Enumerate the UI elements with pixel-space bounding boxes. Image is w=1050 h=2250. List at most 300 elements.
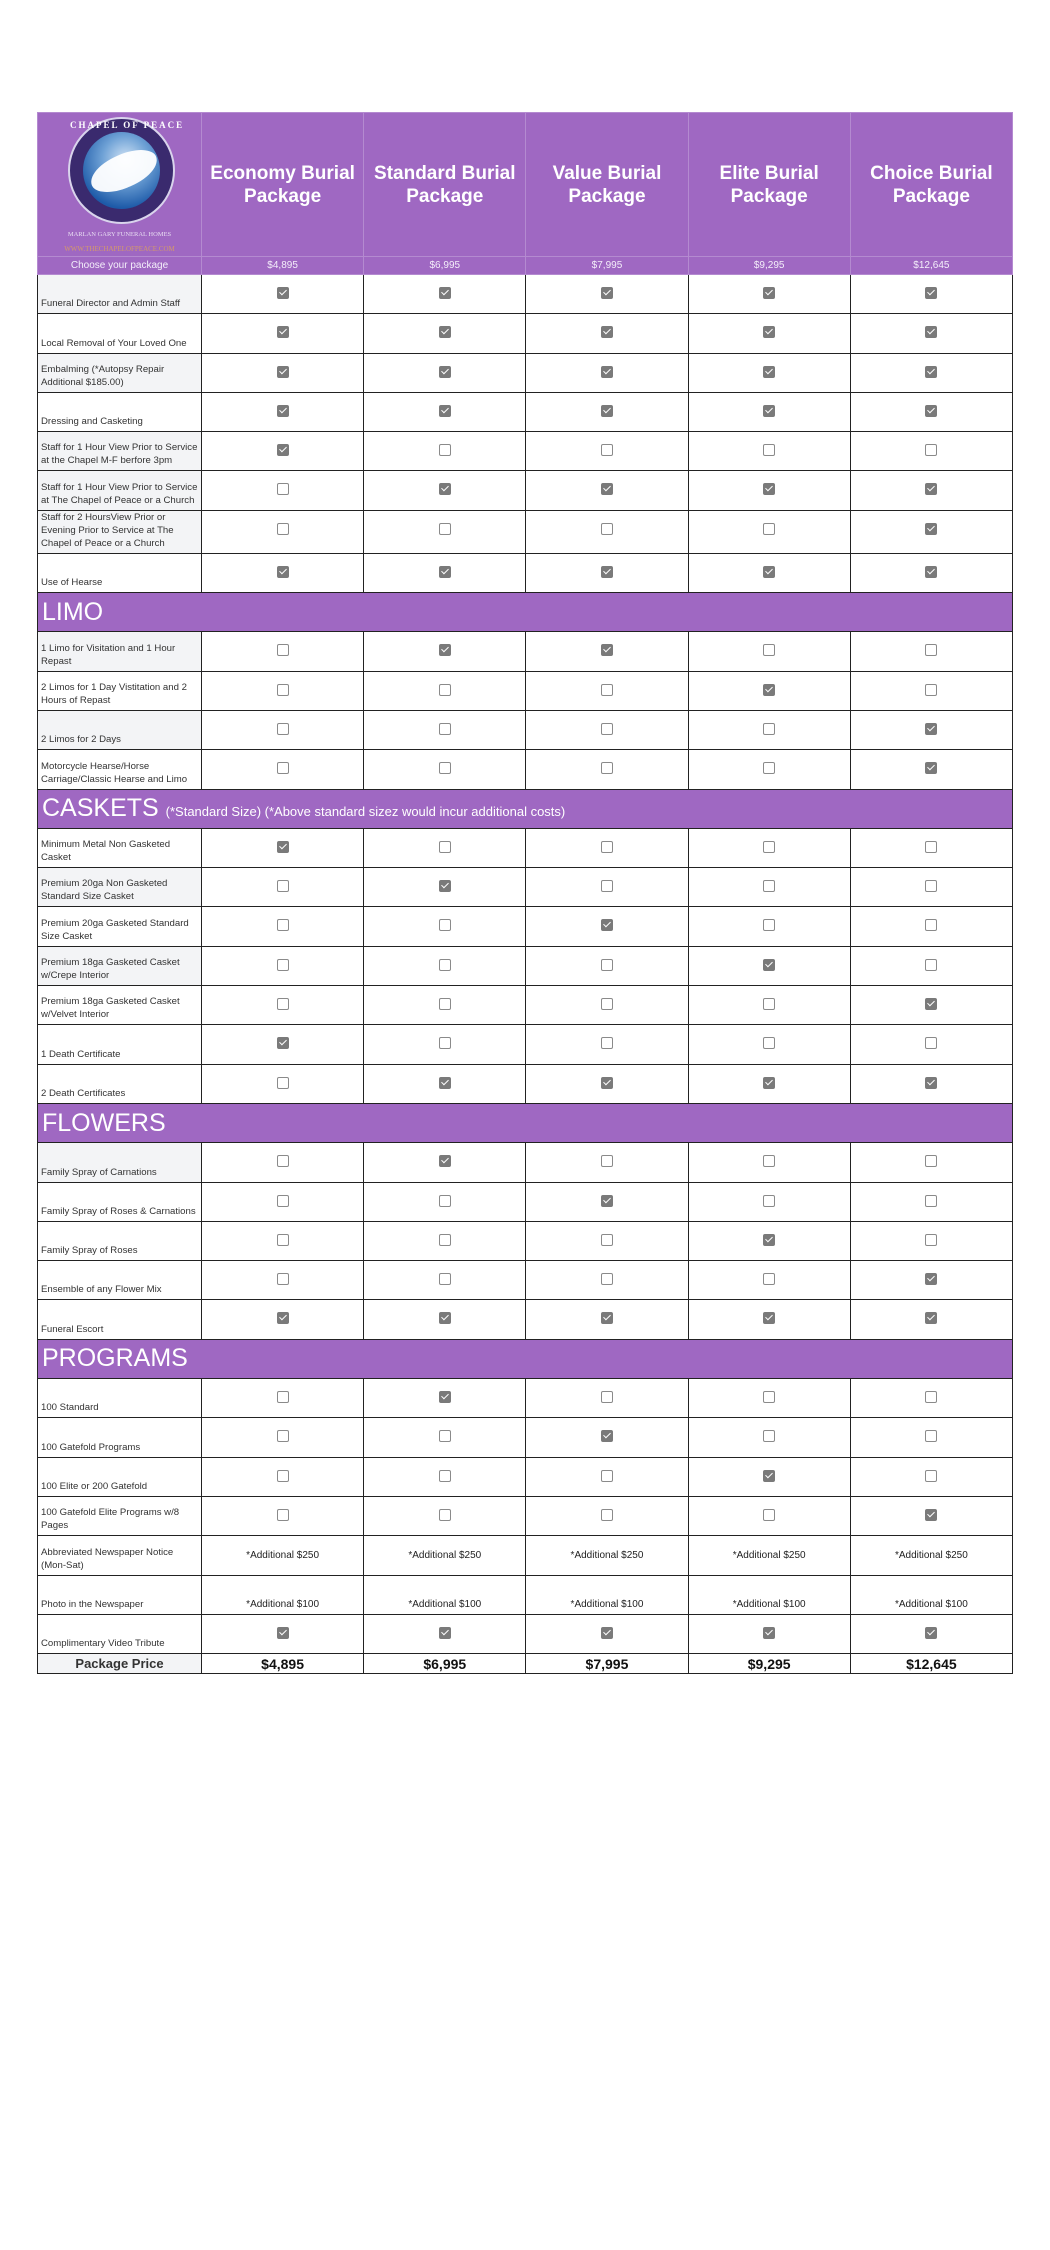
check-cell: [364, 1221, 526, 1260]
checkbox-unchecked-icon[interactable]: [439, 998, 451, 1010]
check-cell: [688, 986, 850, 1025]
checkbox-checked-icon[interactable]: [925, 1312, 937, 1324]
row-label: Minimum Metal Non Gasketed Casket: [38, 828, 202, 867]
table-row: [38, 1221, 1013, 1260]
checkbox-unchecked-icon[interactable]: [925, 1155, 937, 1167]
check-cell: [364, 1182, 526, 1221]
checkbox-checked-icon[interactable]: [925, 326, 937, 338]
checkbox-unchecked-icon[interactable]: [439, 1195, 451, 1207]
check-cell: [202, 828, 364, 867]
section-header: [38, 1339, 1013, 1378]
checkbox-checked-icon[interactable]: [601, 1312, 613, 1324]
package-price-2: $7,995: [526, 257, 688, 275]
checkbox-checked-icon[interactable]: [925, 1627, 937, 1639]
checkbox-checked-icon[interactable]: [439, 1312, 451, 1324]
checkbox-checked-icon[interactable]: [925, 1077, 937, 1089]
website-url: WWW.THECHAPELOFPEACE.COM: [64, 245, 175, 253]
check-cell: [526, 828, 688, 867]
check-cell: [850, 510, 1012, 553]
checkbox-unchecked-icon[interactable]: [439, 1509, 451, 1521]
row-label: 1 Limo for Visitation and 1 Hour Repast: [38, 632, 202, 671]
firm-name: MARLAN GARY FUNERAL HOMES: [67, 231, 172, 238]
check-cell: [850, 1025, 1012, 1064]
checkbox-unchecked-icon[interactable]: [763, 644, 775, 656]
checkbox-unchecked-icon[interactable]: [439, 1430, 451, 1442]
check-cell: [688, 1496, 850, 1535]
checkbox-unchecked-icon[interactable]: [439, 523, 451, 535]
checkbox-unchecked-icon[interactable]: [601, 762, 613, 774]
check-cell: [526, 632, 688, 671]
checkbox-checked-icon[interactable]: [763, 287, 775, 299]
checkbox-checked-icon[interactable]: [277, 841, 289, 853]
check-cell: [202, 1496, 364, 1535]
check-cell: [364, 275, 526, 314]
addon-price: *Additional $100: [364, 1575, 526, 1614]
logo-ring-text: CHAPEL OF PEACE: [70, 120, 185, 130]
addon-price: *Additional $250: [202, 1536, 364, 1575]
checkbox-unchecked-icon[interactable]: [763, 1391, 775, 1403]
checkbox-checked-icon[interactable]: [277, 326, 289, 338]
checkbox-checked-icon[interactable]: [763, 366, 775, 378]
checkbox-unchecked-icon[interactable]: [277, 644, 289, 656]
checkbox-checked-icon[interactable]: [601, 287, 613, 299]
checkbox-unchecked-icon[interactable]: [439, 959, 451, 971]
package-total-2: $7,995: [526, 1654, 688, 1674]
row-label: Family Spray of Roses: [38, 1221, 202, 1260]
check-cell: [364, 1025, 526, 1064]
row-label: 100 Standard: [38, 1379, 202, 1418]
checkbox-checked-icon[interactable]: [439, 880, 451, 892]
checkbox-checked-icon[interactable]: [277, 1627, 289, 1639]
checkbox-checked-icon[interactable]: [763, 684, 775, 696]
row-label: 100 Gatefold Programs: [38, 1418, 202, 1457]
checkbox-checked-icon[interactable]: [601, 566, 613, 578]
checkbox-unchecked-icon[interactable]: [277, 1430, 289, 1442]
check-cell: [202, 986, 364, 1025]
row-label: Embalming (*Autopsy Repair Additional $185.00): [38, 353, 202, 392]
addon-price: *Additional $250: [850, 1536, 1012, 1575]
addon-price: *Additional $250: [526, 1536, 688, 1575]
check-cell: [364, 828, 526, 867]
checkbox-unchecked-icon[interactable]: [277, 1195, 289, 1207]
check-cell: [688, 510, 850, 553]
check-cell: [850, 314, 1012, 353]
checkbox-checked-icon[interactable]: [439, 1391, 451, 1403]
checkbox-checked-icon[interactable]: [763, 483, 775, 495]
row-label: 100 Gatefold Elite Programs w/8 Pages: [38, 1496, 202, 1535]
check-cell: [364, 432, 526, 471]
check-cell: [850, 432, 1012, 471]
checkbox-checked-icon[interactable]: [601, 326, 613, 338]
check-cell: [850, 1143, 1012, 1182]
checkbox-checked-icon[interactable]: [277, 366, 289, 378]
checkbox-unchecked-icon[interactable]: [439, 841, 451, 853]
checkbox-unchecked-icon[interactable]: [601, 523, 613, 535]
checkbox-unchecked-icon[interactable]: [763, 723, 775, 735]
checkbox-unchecked-icon[interactable]: [277, 483, 289, 495]
checkbox-unchecked-icon[interactable]: [277, 919, 289, 931]
checkbox-checked-icon[interactable]: [763, 326, 775, 338]
check-cell: [688, 1143, 850, 1182]
row-label: Premium 18ga Gasketed Casket w/Velvet Interior: [38, 986, 202, 1025]
checkbox-checked-icon[interactable]: [277, 444, 289, 456]
check-cell: [202, 1379, 364, 1418]
table-row: [38, 1143, 1013, 1182]
check-cell: [364, 750, 526, 789]
checkbox-checked-icon[interactable]: [601, 1195, 613, 1207]
addon-price: *Additional $100: [202, 1575, 364, 1614]
checkbox-checked-icon[interactable]: [925, 366, 937, 378]
row-label: Funeral Escort: [38, 1300, 202, 1339]
checkbox-unchecked-icon[interactable]: [439, 762, 451, 774]
checkbox-unchecked-icon[interactable]: [277, 1273, 289, 1285]
package-comparison-table: [37, 112, 1013, 1674]
row-label: Family Spray of Roses & Carnations: [38, 1182, 202, 1221]
checkbox-unchecked-icon[interactable]: [277, 880, 289, 892]
addon-price: *Additional $100: [688, 1575, 850, 1614]
check-cell: [364, 1143, 526, 1182]
checkbox-unchecked-icon[interactable]: [763, 880, 775, 892]
row-label: Motorcycle Hearse/Horse Carriage/Classic Hearse and Limo: [38, 750, 202, 789]
check-cell: [526, 392, 688, 431]
table-row: [38, 907, 1013, 946]
section-title: LIMO: [42, 597, 104, 626]
checkbox-unchecked-icon[interactable]: [277, 684, 289, 696]
checkbox-unchecked-icon[interactable]: [439, 723, 451, 735]
checkbox-unchecked-icon[interactable]: [925, 841, 937, 853]
section-title: PROGRAMS: [42, 1344, 188, 1373]
checkbox-unchecked-icon[interactable]: [763, 919, 775, 931]
check-cell: [688, 1418, 850, 1457]
checkbox-unchecked-icon[interactable]: [925, 1430, 937, 1442]
checkbox-unchecked-icon[interactable]: [763, 998, 775, 1010]
check-cell: [850, 1614, 1012, 1653]
checkbox-unchecked-icon[interactable]: [763, 1195, 775, 1207]
checkbox-unchecked-icon[interactable]: [601, 444, 613, 456]
check-cell: [202, 275, 364, 314]
check-cell: [364, 946, 526, 985]
section-title-cell: [38, 1103, 1013, 1142]
checkbox-unchecked-icon[interactable]: [439, 1273, 451, 1285]
check-cell: [202, 432, 364, 471]
check-cell: [202, 671, 364, 710]
check-cell: [526, 1261, 688, 1300]
row-label: 2 Limos for 2 Days: [38, 710, 202, 749]
check-cell: [850, 1182, 1012, 1221]
check-cell: [688, 907, 850, 946]
checkbox-checked-icon[interactable]: [601, 1430, 613, 1442]
table-row: [38, 710, 1013, 749]
check-cell: [850, 710, 1012, 749]
checkbox-unchecked-icon[interactable]: [925, 959, 937, 971]
checkbox-checked-icon[interactable]: [439, 287, 451, 299]
check-cell: [850, 1221, 1012, 1260]
package-header-1: Standard Burial Package: [364, 113, 526, 257]
check-cell: [364, 632, 526, 671]
checkbox-checked-icon[interactable]: [277, 287, 289, 299]
check-cell: [364, 471, 526, 510]
checkbox-unchecked-icon[interactable]: [277, 723, 289, 735]
check-cell: [526, 1064, 688, 1103]
checkbox-checked-icon[interactable]: [763, 1234, 775, 1246]
check-cell: [202, 553, 364, 592]
check-cell: [364, 353, 526, 392]
table-row: [38, 1379, 1013, 1418]
table-row: [38, 1300, 1013, 1339]
checkbox-checked-icon[interactable]: [925, 405, 937, 417]
check-cell: [202, 471, 364, 510]
checkbox-unchecked-icon[interactable]: [601, 1391, 613, 1403]
checkbox-checked-icon[interactable]: [277, 1312, 289, 1324]
checkbox-unchecked-icon[interactable]: [601, 1155, 613, 1167]
logo-inner-circle: [83, 132, 160, 209]
section-title: CASKETS: [42, 794, 159, 823]
table-row: [38, 471, 1013, 510]
checkbox-unchecked-icon[interactable]: [925, 644, 937, 656]
section-header: [38, 1103, 1013, 1142]
package-total-1: $6,995: [364, 1654, 526, 1674]
checkbox-checked-icon[interactable]: [439, 483, 451, 495]
checkbox-checked-icon[interactable]: [277, 1037, 289, 1049]
check-cell: [202, 750, 364, 789]
checkbox-unchecked-icon[interactable]: [763, 1430, 775, 1442]
checkbox-checked-icon[interactable]: [763, 1312, 775, 1324]
checkbox-checked-icon[interactable]: [763, 1627, 775, 1639]
check-cell: [202, 1457, 364, 1496]
checkbox-unchecked-icon[interactable]: [763, 1509, 775, 1521]
checkbox-unchecked-icon[interactable]: [439, 919, 451, 931]
check-cell: [850, 1300, 1012, 1339]
checkbox-checked-icon[interactable]: [277, 566, 289, 578]
row-label: Use of Hearse: [38, 553, 202, 592]
table-row: [38, 750, 1013, 789]
row-label: Complimentary Video Tribute: [38, 1614, 202, 1653]
check-cell: [688, 671, 850, 710]
check-cell: [202, 392, 364, 431]
check-cell: [202, 1143, 364, 1182]
check-cell: [850, 671, 1012, 710]
check-cell: [688, 553, 850, 592]
checkbox-unchecked-icon[interactable]: [601, 1037, 613, 1049]
checkbox-unchecked-icon[interactable]: [601, 1470, 613, 1482]
checkbox-checked-icon[interactable]: [277, 405, 289, 417]
checkbox-unchecked-icon[interactable]: [925, 1195, 937, 1207]
checkbox-unchecked-icon[interactable]: [763, 841, 775, 853]
check-cell: [202, 946, 364, 985]
check-cell: [688, 353, 850, 392]
check-cell: [688, 392, 850, 431]
check-cell: [526, 432, 688, 471]
check-cell: [202, 1182, 364, 1221]
section-subtitle: (*Standard Size) (*Above standard sizez would incur additional costs): [165, 804, 566, 820]
checkbox-unchecked-icon[interactable]: [277, 1391, 289, 1403]
check-cell: [688, 632, 850, 671]
row-label: Local Removal of Your Loved One: [38, 314, 202, 353]
checkbox-unchecked-icon[interactable]: [763, 523, 775, 535]
check-cell: [526, 1025, 688, 1064]
check-cell: [850, 275, 1012, 314]
checkbox-checked-icon[interactable]: [601, 366, 613, 378]
checkbox-unchecked-icon[interactable]: [925, 919, 937, 931]
check-cell: [850, 1064, 1012, 1103]
checkbox-checked-icon[interactable]: [763, 959, 775, 971]
check-cell: [364, 510, 526, 553]
checkbox-unchecked-icon[interactable]: [763, 1273, 775, 1285]
check-cell: [850, 946, 1012, 985]
check-cell: [688, 275, 850, 314]
checkbox-unchecked-icon[interactable]: [277, 1155, 289, 1167]
checkbox-unchecked-icon[interactable]: [439, 444, 451, 456]
checkbox-unchecked-icon[interactable]: [277, 523, 289, 535]
check-cell: [202, 710, 364, 749]
row-label: 2 Limos for 1 Day Vistitation and 2 Hours of Repast: [38, 671, 202, 710]
table-row: [38, 353, 1013, 392]
checkbox-checked-icon[interactable]: [601, 1627, 613, 1639]
table-row: [38, 1025, 1013, 1064]
row-label: Premium 20ga Gasketed Standard Size Casket: [38, 907, 202, 946]
checkbox-unchecked-icon[interactable]: [439, 1470, 451, 1482]
checkbox-checked-icon[interactable]: [925, 1509, 937, 1521]
check-cell: [364, 1261, 526, 1300]
checkbox-unchecked-icon[interactable]: [601, 841, 613, 853]
table-row: [38, 946, 1013, 985]
check-cell: [526, 553, 688, 592]
checkbox-checked-icon[interactable]: [925, 566, 937, 578]
checkbox-checked-icon[interactable]: [439, 1155, 451, 1167]
checkbox-checked-icon[interactable]: [439, 1627, 451, 1639]
check-cell: [688, 1025, 850, 1064]
checkbox-checked-icon[interactable]: [925, 998, 937, 1010]
checkbox-checked-icon[interactable]: [763, 566, 775, 578]
row-label: Staff for 2 HoursView Prior or Evening Prior to Service at The Chapel of Peace or a Church: [38, 510, 202, 553]
checkbox-unchecked-icon[interactable]: [601, 959, 613, 971]
checkbox-unchecked-icon[interactable]: [601, 684, 613, 696]
checkbox-checked-icon[interactable]: [763, 405, 775, 417]
check-cell: [526, 1496, 688, 1535]
package-price-1: $6,995: [364, 257, 526, 275]
checkbox-unchecked-icon[interactable]: [277, 762, 289, 774]
checkbox-unchecked-icon[interactable]: [277, 959, 289, 971]
table-row: [38, 1496, 1013, 1535]
checkbox-unchecked-icon[interactable]: [439, 1037, 451, 1049]
checkbox-checked-icon[interactable]: [925, 723, 937, 735]
chapel-of-peace-logo: [38, 113, 201, 256]
check-cell: [526, 275, 688, 314]
addon-price: *Additional $250: [688, 1536, 850, 1575]
checkbox-unchecked-icon[interactable]: [277, 1234, 289, 1246]
checkbox-unchecked-icon[interactable]: [277, 1509, 289, 1521]
checkbox-unchecked-icon[interactable]: [763, 762, 775, 774]
check-cell: [688, 471, 850, 510]
checkbox-unchecked-icon[interactable]: [439, 684, 451, 696]
table-row: [38, 1575, 1013, 1614]
check-cell: [202, 1418, 364, 1457]
check-cell: [688, 1182, 850, 1221]
checkbox-checked-icon[interactable]: [439, 366, 451, 378]
checkbox-checked-icon[interactable]: [925, 287, 937, 299]
package-header-2: Value Burial Package: [526, 113, 688, 257]
check-cell: [526, 986, 688, 1025]
check-cell: [526, 1221, 688, 1260]
check-cell: [526, 353, 688, 392]
checkbox-checked-icon[interactable]: [439, 326, 451, 338]
checkbox-unchecked-icon[interactable]: [601, 1509, 613, 1521]
checkbox-unchecked-icon[interactable]: [925, 1234, 937, 1246]
checkbox-unchecked-icon[interactable]: [601, 998, 613, 1010]
check-cell: [850, 1261, 1012, 1300]
section-header: [38, 789, 1013, 828]
check-cell: [202, 1300, 364, 1339]
checkbox-unchecked-icon[interactable]: [277, 1470, 289, 1482]
checkbox-unchecked-icon[interactable]: [763, 1155, 775, 1167]
addon-price: *Additional $250: [364, 1536, 526, 1575]
checkbox-unchecked-icon[interactable]: [763, 1037, 775, 1049]
checkbox-checked-icon[interactable]: [925, 762, 937, 774]
checkbox-checked-icon[interactable]: [601, 1077, 613, 1089]
checkbox-unchecked-icon[interactable]: [925, 444, 937, 456]
checkbox-checked-icon[interactable]: [439, 566, 451, 578]
package-price-4: $12,645: [850, 257, 1012, 275]
checkbox-unchecked-icon[interactable]: [601, 880, 613, 892]
package-price-row: [38, 1654, 1013, 1674]
table-row: [38, 1614, 1013, 1653]
checkbox-unchecked-icon[interactable]: [601, 1234, 613, 1246]
checkbox-checked-icon[interactable]: [601, 919, 613, 931]
check-cell: [850, 868, 1012, 907]
checkbox-checked-icon[interactable]: [439, 644, 451, 656]
checkbox-checked-icon[interactable]: [601, 483, 613, 495]
checkbox-checked-icon[interactable]: [925, 523, 937, 535]
checkbox-unchecked-icon[interactable]: [601, 723, 613, 735]
checkbox-checked-icon[interactable]: [763, 1470, 775, 1482]
checkbox-unchecked-icon[interactable]: [925, 1391, 937, 1403]
check-cell: [688, 314, 850, 353]
checkbox-unchecked-icon[interactable]: [925, 880, 937, 892]
checkbox-unchecked-icon[interactable]: [925, 1037, 937, 1049]
table-row: [38, 1457, 1013, 1496]
check-cell: [364, 868, 526, 907]
checkbox-checked-icon[interactable]: [763, 1077, 775, 1089]
check-cell: [364, 986, 526, 1025]
checkbox-unchecked-icon[interactable]: [439, 1234, 451, 1246]
check-cell: [688, 1614, 850, 1653]
check-cell: [850, 1418, 1012, 1457]
check-cell: [850, 632, 1012, 671]
checkbox-checked-icon[interactable]: [925, 483, 937, 495]
table-row: [38, 510, 1013, 553]
check-cell: [364, 1064, 526, 1103]
checkbox-checked-icon[interactable]: [439, 405, 451, 417]
checkbox-checked-icon[interactable]: [601, 644, 613, 656]
checkbox-unchecked-icon[interactable]: [277, 998, 289, 1010]
row-label: Staff for 1 Hour View Prior to Service at The Chapel of Peace or a Church: [38, 471, 202, 510]
checkbox-unchecked-icon[interactable]: [277, 1077, 289, 1089]
row-label: 2 Death Certificates: [38, 1064, 202, 1103]
package-total-3: $9,295: [688, 1654, 850, 1674]
checkbox-unchecked-icon[interactable]: [601, 1273, 613, 1285]
check-cell: [688, 1221, 850, 1260]
checkbox-unchecked-icon[interactable]: [763, 444, 775, 456]
checkbox-checked-icon[interactable]: [439, 1077, 451, 1089]
checkbox-unchecked-icon[interactable]: [925, 1470, 937, 1482]
checkbox-checked-icon[interactable]: [925, 1273, 937, 1285]
row-label: Premium 18ga Gasketed Casket w/Crepe Interior: [38, 946, 202, 985]
check-cell: [202, 1025, 364, 1064]
package-price-0: $4,895: [202, 257, 364, 275]
checkbox-unchecked-icon[interactable]: [925, 684, 937, 696]
checkbox-checked-icon[interactable]: [601, 405, 613, 417]
check-cell: [364, 1379, 526, 1418]
